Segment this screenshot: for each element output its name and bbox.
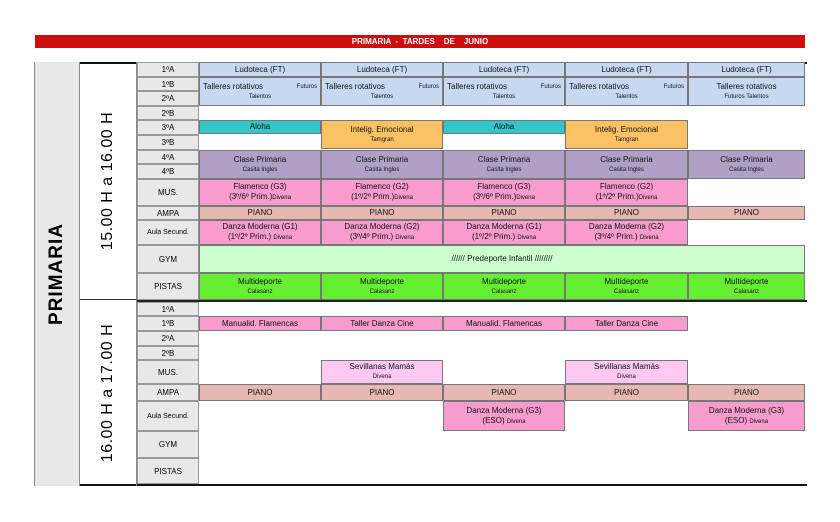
- activity-cell: Danza Moderna (G3) (ESO) Divena: [688, 401, 805, 431]
- time-label-2: 16.00 H a 17.00 H: [99, 323, 116, 463]
- row-label: 2ºB: [137, 106, 199, 120]
- activity-cell: Manualid. Flamencas: [199, 316, 321, 331]
- activity-cell: Flamenco (G3) (3º/6º Prim.)Divena: [199, 179, 321, 206]
- activity-cell: Flamenco (G3) (3º/6º Prim.)Divena: [443, 179, 565, 206]
- row-label: 3ºB: [137, 135, 199, 150]
- activity-cell: Danza Moderna (G3) (ESO) Divena: [443, 401, 565, 431]
- activity-cell: Ludoteca (FT): [565, 62, 688, 77]
- row-label: MUS.: [137, 360, 199, 384]
- section-label-text: PRIMARIA: [46, 223, 67, 325]
- activity-cell: PIANO: [199, 206, 321, 220]
- row-label: 2ºB: [137, 346, 199, 360]
- activity-cell: Clase Primaria Casita Ingles: [565, 150, 688, 179]
- activity-cell: Clase Primaria Casita Ingles: [199, 150, 321, 179]
- row-label: 2ºA: [137, 91, 199, 106]
- activity-cell: Sevillanas Mamás Divena: [321, 360, 443, 384]
- time-block-1: [80, 62, 137, 300]
- activity-cell: Danza Moderna (G1) (1º/2º Prim.) Divena: [199, 220, 321, 245]
- activity-cell: Clase Primaria Casita Ingles: [321, 150, 443, 179]
- activity-cell: Danza Moderna (G2) (3º/4º Prim.) Divena: [565, 220, 688, 245]
- row-label: 3ºA: [137, 120, 199, 135]
- row-label: 1ºB: [137, 316, 199, 331]
- activity-cell: Sevillanas Mamás Divena: [565, 360, 688, 384]
- page-title: PRIMARIA - TARDES DE JUNIO: [35, 35, 805, 48]
- activity-cell: Clase Primaria Casita Ingles: [688, 150, 805, 179]
- row-label: PISTAS: [137, 458, 199, 484]
- row-label: 4ºB: [137, 164, 199, 179]
- row-label: MUS.: [137, 179, 199, 206]
- activity-cell: Talleres rotativos Futuros Talentos: [443, 77, 565, 106]
- activity-cell: PIANO: [565, 206, 688, 220]
- activity-cell: Taller Danza Cine: [565, 316, 688, 331]
- activity-cell: Ludoteca (FT): [321, 62, 443, 77]
- activity-cell: ////// Predeporte Infantil ////////: [199, 245, 805, 273]
- activity-cell: Danza Moderna (G1) (1º/2º Prim.) Divena: [443, 220, 565, 245]
- activity-cell: Talleres rotativos Futuros Talentos: [199, 77, 321, 106]
- activity-cell: Multideporte Calasanz: [688, 273, 805, 300]
- activity-cell: Aloha: [443, 120, 565, 134]
- activity-cell: Intelig. Emocional Tamgran: [565, 120, 688, 149]
- activity-cell: Ludoteca (FT): [199, 62, 321, 77]
- activity-cell: Talleres rotativos Futuros Talentos: [688, 77, 805, 106]
- row-label: PISTAS: [137, 273, 199, 300]
- activity-cell: PIANO: [565, 384, 688, 401]
- activity-cell: PIANO: [199, 384, 321, 401]
- activity-cell: Talleres rotativos Futuros Talentos: [321, 77, 443, 106]
- row-label: GYM: [137, 431, 199, 458]
- row-label: 4ºA: [137, 150, 199, 164]
- activity-cell: PIANO: [321, 206, 443, 220]
- row-label: 1ºA: [137, 62, 199, 77]
- activity-cell: Danza Moderna (G2) (3º/4º Prim.) Divena: [321, 220, 443, 245]
- activity-cell: PIANO: [688, 384, 805, 401]
- row-label: AMPA: [137, 206, 199, 220]
- activity-cell: Multideporte Calasanz: [199, 273, 321, 300]
- activity-cell: Manualid. Flamencas: [443, 316, 565, 331]
- activity-cell: PIANO: [443, 384, 565, 401]
- row-label: 2ºA: [137, 331, 199, 346]
- activity-cell: Taller Danza Cine: [321, 316, 443, 331]
- activity-cell: Multideporte Calasanz: [321, 273, 443, 300]
- row-label: Aula Secund.: [137, 401, 199, 431]
- activity-cell: Intelig. Emocional Tamgran: [321, 120, 443, 149]
- activity-cell: Ludoteca (FT): [443, 62, 565, 77]
- activity-cell: PIANO: [321, 384, 443, 401]
- block-divider: [137, 300, 807, 302]
- row-label: AMPA: [137, 384, 199, 401]
- activity-cell: Aloha: [199, 120, 321, 134]
- row-label: 1ºB: [137, 77, 199, 91]
- activity-cell: Multideporte Calasanz: [565, 273, 688, 300]
- schedule-table: [34, 62, 807, 486]
- row-label: Aula Secund.: [137, 220, 199, 245]
- activity-cell: Multideporte Calasanz: [443, 273, 565, 300]
- activity-cell: Flamenco (G2) (1º/2º Prim.)Divena: [565, 179, 688, 206]
- activity-cell: Ludoteca (FT): [688, 62, 805, 77]
- activity-cell: PIANO: [443, 206, 565, 220]
- section-label: [34, 62, 80, 486]
- activity-cell: Flamenco (G2) (1º/2º Prim.)Divena: [321, 179, 443, 206]
- row-label: GYM: [137, 245, 199, 273]
- activity-cell: Clase Primaria Casita Ingles: [443, 150, 565, 179]
- activity-cell: PIANO: [688, 206, 805, 220]
- activity-cell: Talleres rotativos Futuros Talentos: [565, 77, 688, 106]
- time-label-1: 15.00 H a 16.00 H: [99, 111, 116, 250]
- row-label: 1ºA: [137, 302, 199, 316]
- time-block-2: [80, 300, 137, 486]
